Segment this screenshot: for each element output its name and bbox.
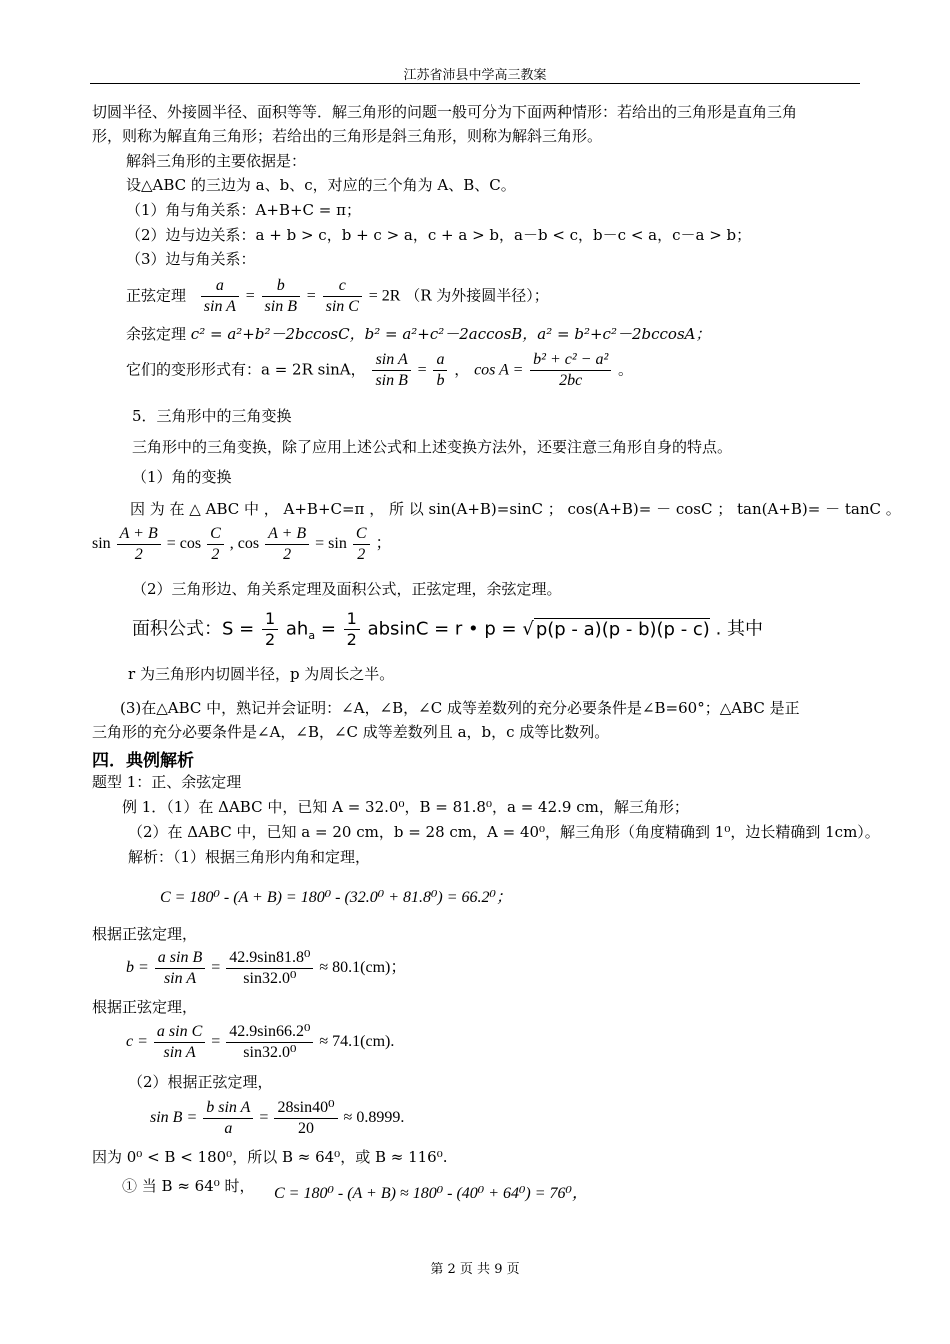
- section5-sub3-line1: (3)在△ABC 中，熟记并会证明：∠A，∠B，∠C 成等差数列的充分必要条件是∠B=60°；△ABC 是正: [120, 699, 800, 717]
- equation-side-b: b = $\frac{\text{a sin B}}{\text{sin A}}$ = $\frac{\text{42.9sin81.8⁰}}{\text{sin32.0⁰}}$ ≈ 80.1(cm)；: [126, 949, 407, 987]
- rp-note: r 为三角形内切圆半径，p 为周长之半。: [128, 665, 395, 683]
- type1-title: 题型 1：正、余弦定理: [92, 773, 242, 791]
- half-angle-formula: sin $\frac{A + B}{2}$ = cos $\frac{C}{2}$ , cos $\frac{A + B}{2}$ = sin $\frac{C}{2}$ ；: [92, 525, 392, 563]
- setup-line: 设△ABC 的三边为 a、b、c，对应的三个角为 A、B、C。: [126, 176, 516, 194]
- variant-forms: 它们的变形形式有：a = 2R sinA， $\frac{\text{sin A}}{\text{sin B}}$ = $\frac{a}{b}$ ， cos A = $\frac{\text{b² + c² − a²}}{2bc}$ 。: [126, 351, 634, 389]
- section5-title: 5．三角形中的三角变换: [132, 407, 292, 425]
- relation-side-angle: （3）边与角关系：: [126, 250, 256, 268]
- solution1-title: 解析：（1）根据三角形内角和定理，: [128, 848, 371, 866]
- section5-sub2: （2）三角形边、角关系定理及面积公式，正弦定理，余弦定理。: [132, 580, 562, 598]
- section5-because: 因 为 在 △ ABC 中 ， A+B+C=π ， 所 以 sin(A+B)=sinC ； cos(A+B)= － cosC ； tan(A+B)= － tanC 。: [130, 500, 901, 518]
- example1-part2: （2）在 ΔABC 中，已知 a = 20 cm，b = 28 cm，A = 40⁰，解三角形（角度精确到 1⁰，边长精确到 1cm）。: [128, 823, 880, 841]
- variant-end: 。: [618, 360, 634, 379]
- page-header: 江苏省沛县中学高三教案: [403, 68, 547, 83]
- equation-sin-b: sin B = $\frac{\text{b sin A}}{a}$ = $\frac{\text{28sin40⁰}}{20}$ ≈ 0.8999.: [150, 1099, 405, 1137]
- variant-fraction-ab: $\frac{a}{b}$: [433, 350, 447, 391]
- sine-law-rhs: = 2R: [368, 287, 401, 305]
- by-sine-law-1: 根据正弦定理，: [92, 925, 198, 943]
- section5-intro: 三角形中的三角变换，除了应用上述公式和上述变换方法外，还要注意三角形自身的特点。: [132, 438, 733, 456]
- section5-sub1: （1）角的变换: [132, 468, 232, 486]
- cosine-law-formulas: c² = a²+b²－2bccosC，b² = a²+c²－2accosB，a² = b²+c²－2bccosA；: [190, 325, 711, 343]
- cosine-law: [126, 324, 710, 344]
- variant-fraction-sin: $\frac{\text{sin A}}{\text{sin B}}$: [372, 350, 410, 391]
- because-range: 因为 0⁰ < B < 180⁰，所以 B ≈ 64⁰，或 B ≈ 116⁰.: [92, 1148, 448, 1166]
- sine-law-label: 正弦定理: [126, 286, 187, 305]
- sine-fraction-a: $\frac{a}{\text{sin A}}$: [201, 276, 239, 317]
- section5-sub3-line2: 三角形的充分必要条件是∠A，∠B，∠C 成等差数列且 a，b，c 成等比数列。: [92, 723, 610, 741]
- sine-law: 正弦定理 $\frac{a}{\text{sin A}}$ = $\frac{b}{\text{sin B}}$ = $\frac{c}{\text{sin C}}$ = 2R （R 为外接圆半径）；: [126, 277, 549, 315]
- example1-part1: 例 1．（1）在 ΔABC 中，已知 A = 32.0⁰，B = 81.8⁰，a = 42.9 cm，解三角形；: [122, 798, 689, 816]
- intro-line-2: 形，则称为解直角三角形；若给出的三角形是斜三角形，则称为解斜三角形。: [92, 127, 603, 145]
- by-sine-law-2: 根据正弦定理，: [92, 998, 198, 1016]
- sine-fraction-b: $\frac{b}{\text{sin B}}$: [262, 276, 300, 317]
- cosine-law-label: 余弦定理: [126, 325, 187, 343]
- case1-condition: ① 当 B ≈ 64⁰ 时，: [122, 1177, 255, 1195]
- basis-line: 解斜三角形的主要依据是：: [126, 152, 307, 170]
- solution2-title: （2）根据正弦定理，: [128, 1073, 273, 1091]
- variant-fraction-cos: $\frac{\text{b² + c² − a²}}{2bc}$: [530, 350, 611, 391]
- area-formula: 面积公式：S = $\frac{1}{2}$ $ah_a$ = $\frac{1}{2}$ absinC = r • p = √ p(p - a)(p - b)(p - c) . 其中: [132, 609, 764, 649]
- variant-cos-lhs: cos A =: [474, 361, 524, 379]
- relation-angle: （1）角与角关系：A+B+C = π；: [126, 201, 361, 219]
- intro-line-1: 切圆半径、外接圆半径、面积等等．解三角形的问题一般可分为下面两种情形：若给出的三角形是直角三角: [92, 103, 798, 121]
- sine-fraction-c: $\frac{c}{\text{sin C}}$: [323, 276, 362, 317]
- case1-equation: C = 180⁰ - (A + B) ≈ 180⁰ - (40⁰ + 64⁰) = 76⁰，: [274, 1185, 588, 1202]
- equation-side-c: c = $\frac{\text{a sin C}}{\text{sin A}}$ = $\frac{\text{42.9sin66.2⁰}}{\text{sin32.0⁰}}$ ≈ 74.1(cm).: [126, 1023, 395, 1061]
- sine-law-note: （R 为外接圆半径）；: [405, 286, 549, 305]
- variant-label: 它们的变形形式有：a = 2R sinA，: [126, 360, 366, 379]
- page-footer: 第 2 页 共 9 页: [430, 1262, 520, 1277]
- equation-angle-c: C = 180⁰ - (A + B) = 180⁰ - (32.0⁰ + 81.8⁰) = 66.2⁰；: [160, 889, 512, 906]
- relation-side: （2）边与边关系：a + b > c，b + c > a，c + a > b，a－b < c，b－c < a，c－a > b；: [126, 226, 752, 244]
- section4-title: 四．典例解析: [92, 751, 194, 771]
- header-rule: [90, 83, 860, 84]
